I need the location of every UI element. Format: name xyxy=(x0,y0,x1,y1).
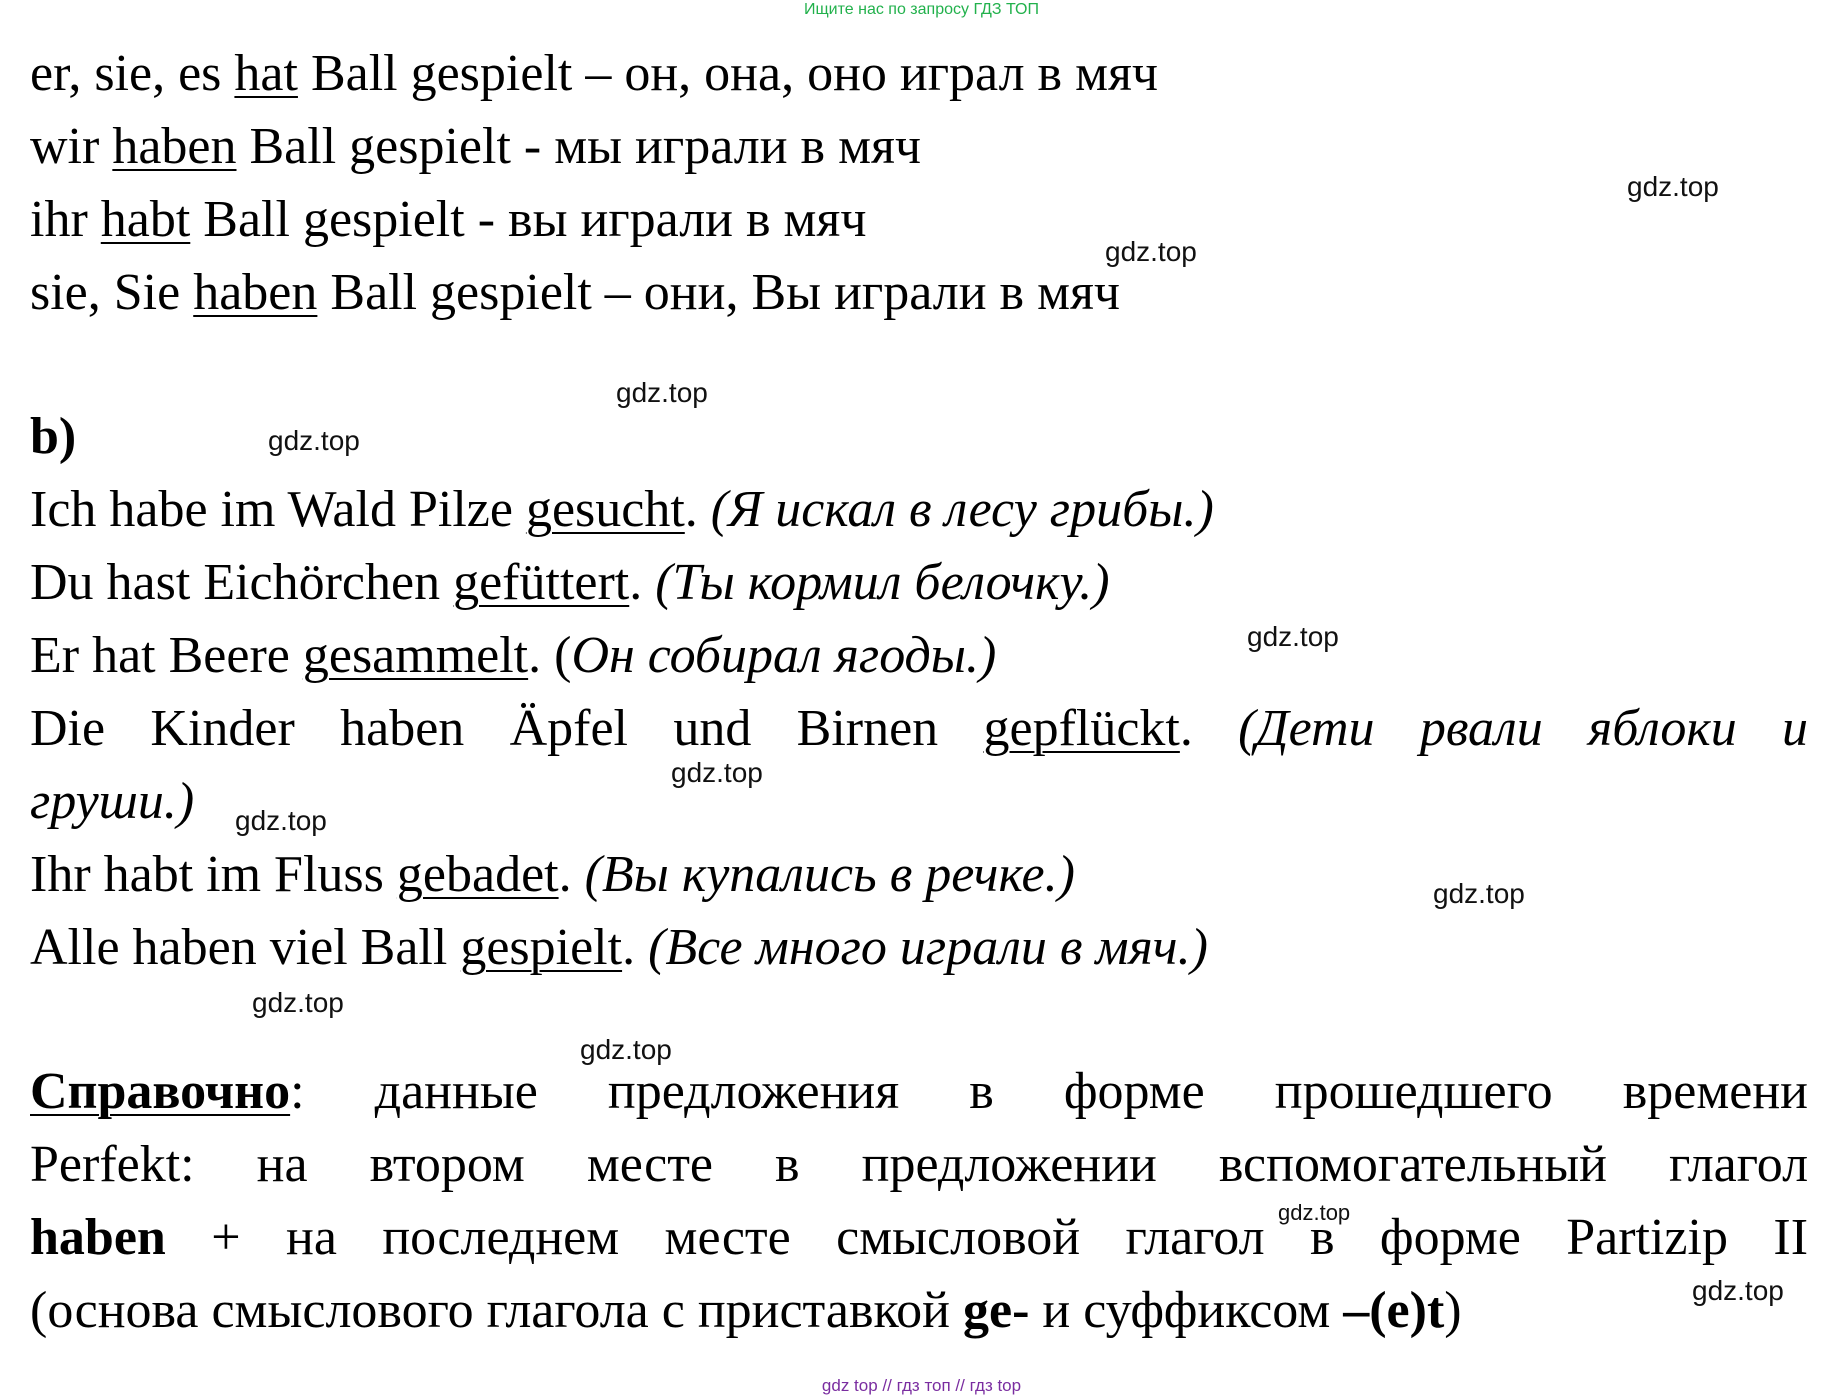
sentence-long-line2: груши.) xyxy=(30,773,195,830)
reference-line4: (основа смыслового глагола с приставкой ge- и суффиксом –(e)t) xyxy=(30,1282,1462,1339)
watermark: gdz.top xyxy=(1433,878,1525,909)
conjugation-line: ihr habt Ball gespielt - вы играли в мяч xyxy=(30,191,867,248)
watermark: gdz.top xyxy=(235,805,327,836)
watermark: gdz.top xyxy=(616,377,708,408)
watermark: gdz.top xyxy=(1278,1200,1351,1225)
sentence: Alle haben viel Ball gespielt. (Все много играли в мяч.) xyxy=(30,919,1208,976)
watermark: gdz.top xyxy=(1105,236,1197,267)
conjugation-line: er, sie, es hat Ball gespielt – он, она, оно играл в мяч xyxy=(30,45,1159,102)
reference-line1: Справочно: данные предложения в форме прошедшего времени xyxy=(30,1063,1809,1120)
section-label: b) xyxy=(30,408,77,465)
verb-underlined: hat xyxy=(234,45,298,102)
sentence: Du hast Eichörchen gefüttert. (Ты кормил белочку.) xyxy=(30,554,1110,611)
watermark: gdz.top xyxy=(252,987,344,1018)
verb-underlined: haben xyxy=(193,264,318,321)
header-note: Ищите нас по запросу ГДЗ ТОП xyxy=(804,1,1039,18)
conjugation-line: wir haben Ball gespielt - мы играли в мяч xyxy=(30,118,922,175)
sentence-long-line1: Die Kinder haben Äpfel und Birnen gepflückt. (Дети рвали яблоки и xyxy=(30,700,1809,757)
sentence: Er hat Beere gesammelt. (Он собирал ягоды.) xyxy=(30,627,997,684)
reference-line2: Perfekt: на втором месте в предложении вспомогательный глагол xyxy=(30,1136,1809,1193)
reference-line3: haben + на последнем месте смысловой глагол в форме Partizip II xyxy=(30,1209,1809,1266)
watermark: gdz.top xyxy=(1692,1275,1784,1306)
watermark: gdz.top xyxy=(671,757,763,788)
sentence: Ich habe im Wald Pilze gesucht. (Я искал в лесу грибы.) xyxy=(30,481,1214,538)
reference-label: Справочно xyxy=(30,1063,291,1120)
verb-underlined: habt xyxy=(100,191,191,248)
watermark: gdz.top xyxy=(1627,171,1719,202)
sentence: Ihr habt im Fluss gebadet. (Вы купались в речке.) xyxy=(30,846,1075,903)
conjugation-line: sie, Sie haben Ball gespielt – они, Вы играли в мяч xyxy=(30,264,1121,321)
verb-underlined: haben xyxy=(112,118,237,175)
watermark: gdz.top xyxy=(268,425,360,456)
watermark: gdz.top xyxy=(580,1034,672,1065)
watermark: gdz.top xyxy=(1247,621,1339,652)
footer-note: gdz top // гдз топ // гдз top xyxy=(821,1376,1022,1395)
